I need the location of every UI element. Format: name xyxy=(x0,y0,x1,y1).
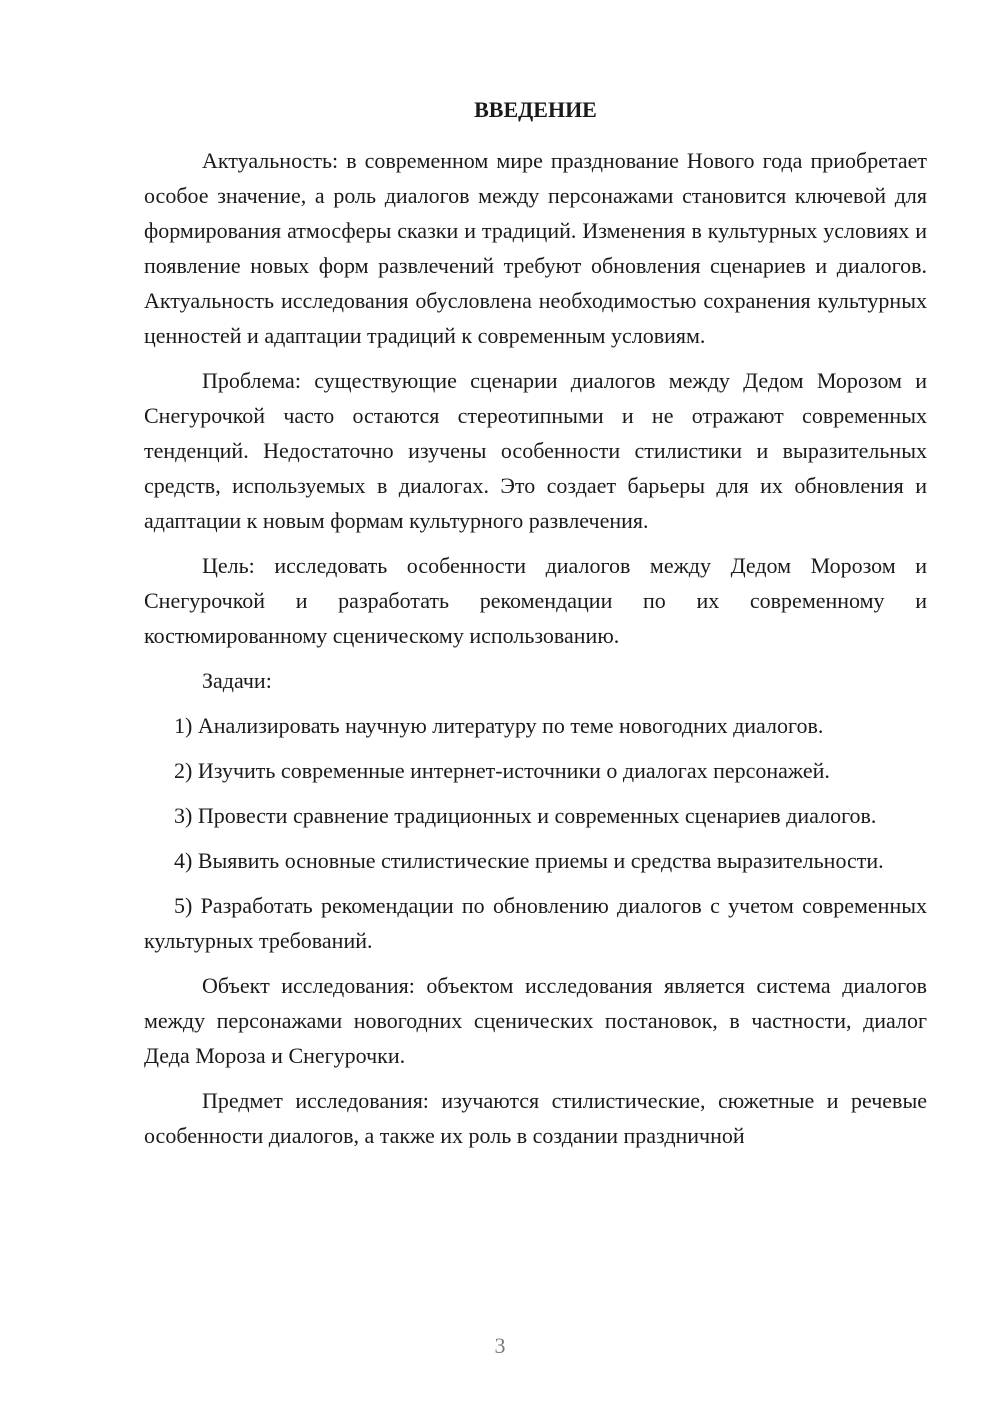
tasks-label: Задачи: xyxy=(202,668,272,693)
section-heading: ВВЕДЕНИЕ xyxy=(474,97,597,122)
task-item: 1) Анализировать научную литературу по теме новогодних диалогов. xyxy=(174,713,824,738)
paragraph-relevance: Актуальность: в современном мире празднование Нового года приобретает особое значение, а роль диалогов между персонажами становится ключевой для формирования атмосферы сказки и традиций. Изменения в культурных условиях и появление новых форм развлечений требуют обновления сценариев и диалогов. Актуальность исследования обусловлена необходимостью сохранения культурных ценностей и адаптации традиций к современным условиям. xyxy=(144,148,927,348)
task-item: 5) Разработать рекомендации по обновлению диалогов с учетом современных культурных требований. xyxy=(144,893,927,953)
page-number: 3 xyxy=(494,1333,506,1358)
paragraph-subject: Предмет исследования: изучаются стилистические, сюжетные и речевые особенности диалогов, а также их роль в создании праздничной xyxy=(144,1088,927,1148)
paragraph-problem: Проблема: существующие сценарии диалогов между Дедом Морозом и Снегурочкой часто остаются стереотипными и не отражают современных тенденций. Недостаточно изучены особенности стилистики и выразительных средств, используемых в диалогах. Это создает барьеры для их обновления и адаптации к новым формам культурного развлечения. xyxy=(144,368,927,533)
paragraph-object: Объект исследования: объектом исследования является система диалогов между персонажами новогодних сценических постановок, в частности, диалог Деда Мороза и Снегурочки. xyxy=(144,973,927,1068)
task-item: 3) Провести сравнение традиционных и современных сценариев диалогов. xyxy=(174,803,877,828)
task-item: 4) Выявить основные стилистические приемы и средства выразительности. xyxy=(174,848,884,873)
task-item: 2) Изучить современные интернет-источники о диалогах персонажей. xyxy=(174,758,830,783)
paragraph-goal: Цель: исследовать особенности диалогов между Дедом Морозом и Снегурочкой и разработать рекомендации по их современному и костюмированному сценическому использованию. xyxy=(144,553,927,648)
document-page xyxy=(144,95,927,1163)
